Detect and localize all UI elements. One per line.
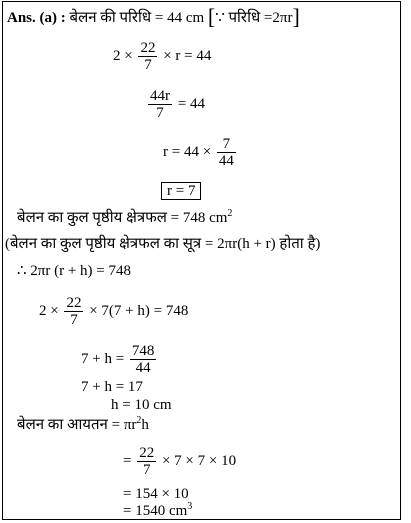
eq14-prefix: = — [123, 452, 132, 469]
eq2-suffix: × r = 44 — [163, 47, 212, 64]
eq9-suffix: × 7(7 + h) = 748 — [89, 302, 189, 319]
equation-line-12 — [111, 396, 172, 414]
answer-label: Ans. (a) : — [7, 10, 66, 26]
fraction-22-over-7 — [137, 445, 156, 478]
eq12-text: h = 10 cm — [111, 397, 172, 413]
volume-superscript: 2 — [136, 415, 142, 426]
fraction-denominator: 7 — [70, 312, 78, 328]
fraction-denominator: 7 — [144, 57, 152, 73]
eq2-prefix: 2 × — [113, 47, 133, 64]
bracket-open: [ — [207, 4, 216, 29]
fraction-22-over-7 — [138, 40, 157, 73]
equation-line-2 — [113, 40, 211, 73]
equation-line-10 — [81, 343, 158, 376]
fraction-numerator: 44r — [150, 88, 170, 104]
bracket-close: ] — [292, 4, 300, 29]
eq9-prefix: 2 × — [39, 302, 59, 319]
eq4-prefix: r = 44 × — [163, 143, 212, 160]
tsa-formula-text: (बेलन का कुल पृष्ठीय क्षेत्रफल का सूत्र = 2πr(h + r) होता है) — [5, 236, 321, 252]
volume-suffix: h — [141, 417, 149, 433]
equation-line-15 — [123, 485, 189, 503]
solution-page — [2, 1, 401, 520]
fraction-numerator: 22 — [139, 445, 155, 461]
fraction-numerator: 22 — [140, 40, 156, 56]
equation-line-14 — [123, 445, 236, 478]
eq16-text: = 1540 cm — [123, 503, 188, 519]
tsa-statement: बेलन का कुल पृष्ठीय क्षेत्रफल = 748 cm — [17, 210, 228, 226]
volume-statement: बेलन का आयतन = πr — [17, 417, 137, 433]
circumference-formula: परिधि =2πr — [224, 10, 293, 26]
fraction-denominator: 44 — [218, 153, 234, 169]
eq15-text: = 154 × 10 — [123, 486, 189, 502]
fraction-44r-over-7 — [148, 88, 172, 121]
answer-line — [7, 4, 300, 29]
fraction-748-over-44 — [130, 343, 157, 376]
fraction-numerator: 7 — [217, 136, 236, 153]
tsa-formula-note — [5, 235, 320, 253]
fraction-denominator: 44 — [135, 360, 151, 376]
total-surface-area-line — [17, 209, 232, 227]
eq8-text: ∴ 2πr (r + h) = 748 — [17, 263, 132, 279]
eq3-suffix: = 44 — [177, 95, 205, 112]
eq14-suffix: × 7 × 7 × 10 — [161, 452, 237, 469]
fraction-numerator: 748 — [131, 343, 155, 359]
tsa-superscript: 2 — [227, 208, 233, 219]
eq16-superscript: 3 — [187, 501, 193, 512]
equation-line-3 — [146, 88, 205, 121]
eq11-text: 7 + h = 17 — [81, 379, 143, 395]
fraction-22-over-7 — [64, 295, 83, 328]
fraction-denominator: 7 — [142, 462, 151, 478]
because-symbol: ∵ — [215, 10, 225, 26]
fraction-7-over-44 — [217, 136, 236, 169]
boxed-result — [161, 182, 201, 200]
r-equals-7-box: r = 7 — [161, 182, 201, 200]
volume-line — [17, 416, 149, 434]
equation-line-8 — [17, 262, 131, 280]
fraction-numerator: 22 — [66, 295, 82, 311]
circumference-statement: बेलन की परिधि = 44 cm — [65, 10, 208, 26]
equation-line-16 — [123, 502, 192, 520]
equation-line-11 — [81, 378, 143, 396]
equation-line-9 — [39, 295, 188, 328]
fraction-denominator: 7 — [156, 105, 164, 121]
equation-line-4 — [163, 136, 238, 169]
eq10-prefix: 7 + h = — [81, 350, 125, 367]
